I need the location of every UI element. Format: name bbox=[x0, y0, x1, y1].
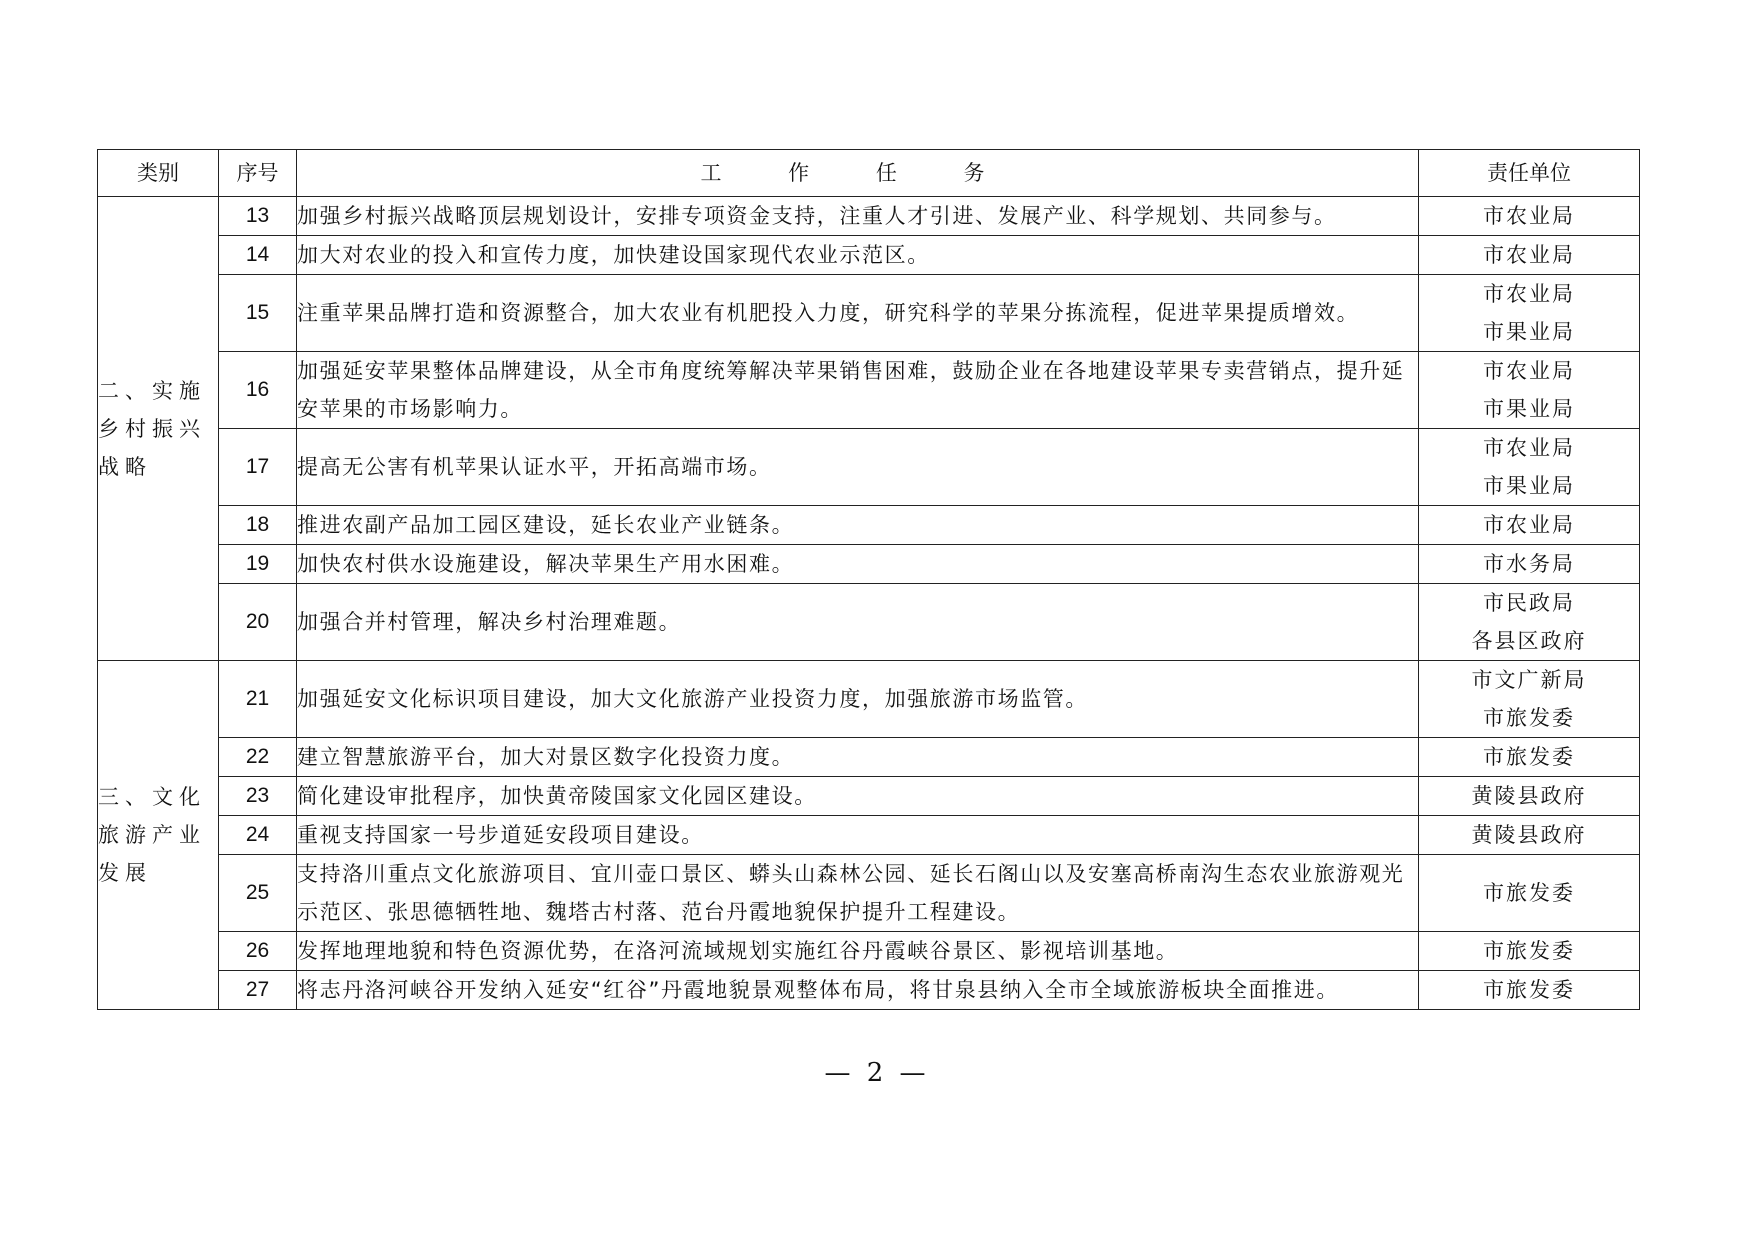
unit-name: 市民政局 bbox=[1483, 591, 1575, 615]
responsible-unit bbox=[1419, 545, 1640, 584]
responsible-unit bbox=[1419, 236, 1640, 275]
table-row bbox=[98, 545, 1640, 584]
responsible-unit bbox=[1419, 971, 1640, 1010]
table-body bbox=[98, 197, 1640, 1010]
table-row bbox=[98, 816, 1640, 855]
category-cell: 三、文化旅游产业发展 bbox=[98, 661, 219, 1010]
task-description: 加强延安苹果整体品牌建设，从全市角度统筹解决苹果销售困难，鼓励企业在各地建设苹果专卖营销点，提升延安苹果的市场影响力。 bbox=[297, 352, 1419, 429]
row-number: 15 bbox=[219, 275, 297, 352]
row-number: 14 bbox=[219, 236, 297, 275]
unit-name: 市果业局 bbox=[1483, 474, 1575, 498]
table-row bbox=[98, 971, 1640, 1010]
unit-name: 黄陵县政府 bbox=[1471, 784, 1587, 808]
row-number: 20 bbox=[219, 584, 297, 661]
row-number: 19 bbox=[219, 545, 297, 584]
unit-name: 各县区政府 bbox=[1471, 629, 1587, 653]
task-description: 加强乡村振兴战略顶层规划设计，安排专项资金支持，注重人才引进、发展产业、科学规划、共同参与。 bbox=[297, 197, 1419, 236]
header-number: 序号 bbox=[219, 150, 297, 197]
unit-name: 市果业局 bbox=[1483, 397, 1575, 421]
row-number: 27 bbox=[219, 971, 297, 1010]
responsible-unit bbox=[1419, 197, 1640, 236]
responsible-unit bbox=[1419, 816, 1640, 855]
table-row bbox=[98, 855, 1640, 932]
task-table bbox=[97, 149, 1640, 1010]
unit-name: 黄陵县政府 bbox=[1471, 823, 1587, 847]
task-table-container bbox=[97, 149, 1639, 1010]
unit-name: 市旅发委 bbox=[1483, 978, 1575, 1002]
task-description: 提高无公害有机苹果认证水平，开拓高端市场。 bbox=[297, 429, 1419, 506]
header-task: 工 作 任 务 bbox=[297, 150, 1419, 197]
table-row bbox=[98, 236, 1640, 275]
table-row bbox=[98, 738, 1640, 777]
unit-name: 市旅发委 bbox=[1483, 706, 1575, 730]
unit-name: 市果业局 bbox=[1483, 320, 1575, 344]
table-row bbox=[98, 352, 1640, 429]
responsible-unit bbox=[1419, 429, 1640, 506]
unit-name: 市农业局 bbox=[1483, 243, 1575, 267]
table-row bbox=[98, 429, 1640, 506]
table-row bbox=[98, 506, 1640, 545]
unit-name: 市旅发委 bbox=[1483, 939, 1575, 963]
responsible-unit bbox=[1419, 932, 1640, 971]
row-number: 26 bbox=[219, 932, 297, 971]
responsible-unit bbox=[1419, 352, 1640, 429]
table-header-row bbox=[98, 150, 1640, 197]
responsible-unit bbox=[1419, 855, 1640, 932]
row-number: 22 bbox=[219, 738, 297, 777]
responsible-unit bbox=[1419, 661, 1640, 738]
row-number: 21 bbox=[219, 661, 297, 738]
unit-name: 市农业局 bbox=[1483, 359, 1575, 383]
task-description: 建立智慧旅游平台，加大对景区数字化投资力度。 bbox=[297, 738, 1419, 777]
task-description: 将志丹洛河峡谷开发纳入延安“红谷”丹霞地貌景观整体布局，将甘泉县纳入全市全域旅游板块全面推进。 bbox=[297, 971, 1419, 1010]
task-description: 加强合并村管理，解决乡村治理难题。 bbox=[297, 584, 1419, 661]
task-description: 加强延安文化标识项目建设，加大文化旅游产业投资力度，加强旅游市场监管。 bbox=[297, 661, 1419, 738]
task-description: 注重苹果品牌打造和资源整合，加大农业有机肥投入力度，研究科学的苹果分拣流程，促进苹果提质增效。 bbox=[297, 275, 1419, 352]
task-description: 支持洛川重点文化旅游项目、宜川壶口景区、蟒头山森林公园、延长石阁山以及安塞高桥南沟生态农业旅游观光示范区、张思德牺牲地、魏塔古村落、范台丹霞地貌保护提升工程建设。 bbox=[297, 855, 1419, 932]
row-number: 16 bbox=[219, 352, 297, 429]
responsible-unit bbox=[1419, 738, 1640, 777]
task-description: 推进农副产品加工园区建设，延长农业产业链条。 bbox=[297, 506, 1419, 545]
row-number: 24 bbox=[219, 816, 297, 855]
responsible-unit bbox=[1419, 506, 1640, 545]
row-number: 17 bbox=[219, 429, 297, 506]
unit-name: 市旅发委 bbox=[1483, 881, 1575, 905]
row-number: 18 bbox=[219, 506, 297, 545]
row-number: 25 bbox=[219, 855, 297, 932]
task-description: 加快农村供水设施建设，解决苹果生产用水困难。 bbox=[297, 545, 1419, 584]
table-row bbox=[98, 584, 1640, 661]
page-number: — 2 — bbox=[824, 1058, 930, 1088]
task-description: 发挥地理地貌和特色资源优势，在洛河流域规划实施红谷丹霞峡谷景区、影视培训基地。 bbox=[297, 932, 1419, 971]
header-unit: 责任单位 bbox=[1419, 150, 1640, 197]
task-description: 重视支持国家一号步道延安段项目建设。 bbox=[297, 816, 1419, 855]
table-row bbox=[98, 932, 1640, 971]
unit-name: 市农业局 bbox=[1483, 513, 1575, 537]
task-description: 简化建设审批程序，加快黄帝陵国家文化园区建设。 bbox=[297, 777, 1419, 816]
table-row bbox=[98, 661, 1640, 738]
task-description: 加大对农业的投入和宣传力度，加快建设国家现代农业示范区。 bbox=[297, 236, 1419, 275]
responsible-unit bbox=[1419, 275, 1640, 352]
responsible-unit bbox=[1419, 777, 1640, 816]
unit-name: 市农业局 bbox=[1483, 436, 1575, 460]
header-category: 类别 bbox=[98, 150, 219, 197]
table-row bbox=[98, 777, 1640, 816]
responsible-unit bbox=[1419, 584, 1640, 661]
category-cell: 二、实施乡村振兴战略 bbox=[98, 197, 219, 661]
unit-name: 市农业局 bbox=[1483, 282, 1575, 306]
unit-name: 市旅发委 bbox=[1483, 745, 1575, 769]
table-row bbox=[98, 197, 1640, 236]
unit-name: 市农业局 bbox=[1483, 204, 1575, 228]
unit-name: 市水务局 bbox=[1483, 552, 1575, 576]
unit-name: 市文广新局 bbox=[1471, 668, 1587, 692]
row-number: 23 bbox=[219, 777, 297, 816]
row-number: 13 bbox=[219, 197, 297, 236]
table-row bbox=[98, 275, 1640, 352]
